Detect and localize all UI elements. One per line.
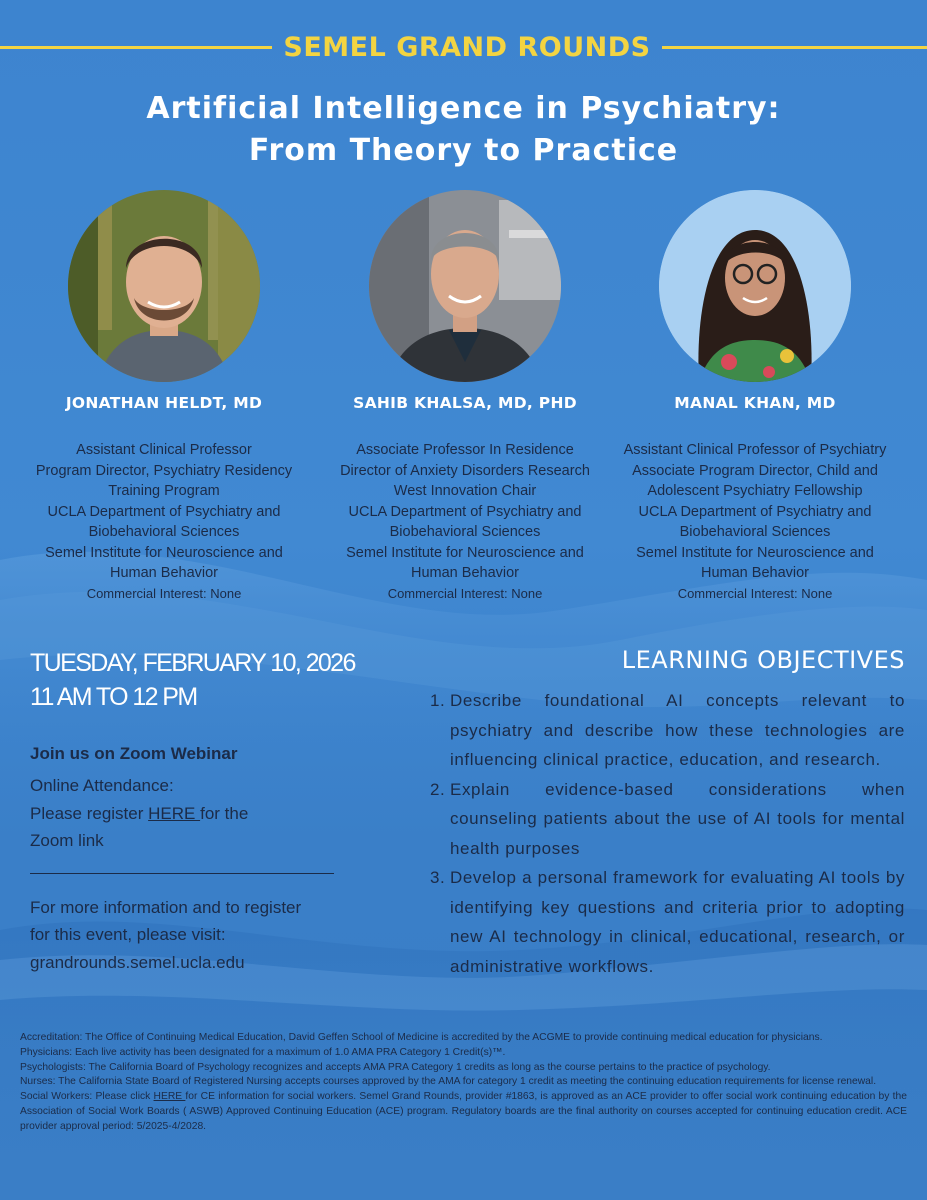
objectives-list (430, 686, 905, 981)
online-attendance (30, 772, 370, 855)
register-suffix: for the (200, 803, 249, 823)
commercial-interest: Commercial Interest: None (677, 585, 833, 601)
speaker-role: UCLA Department of Psychiatry and (47, 503, 281, 520)
speaker-name: JONATHAN HELDT, MD (65, 394, 263, 412)
objective-number: 1. (430, 691, 446, 710)
more-info (30, 894, 370, 977)
speaker-roles (14, 440, 314, 604)
speaker-role: Biobehavioral Sciences (679, 524, 831, 540)
speaker-photo (659, 190, 851, 382)
speaker-role: Training Program (108, 483, 220, 499)
footer-accreditation: Accreditation: The Office of Continuing Medical Education, David Geffen School of Medicine is accredited by the ACGME to provide continuing medical education for physicians. (20, 1032, 823, 1043)
speaker-role: Human Behavior (411, 565, 519, 581)
footer-psychologists: Psychologists: The California Board of Psychology recognizes and accepts AMA PRA Category 1 credits as long as the course pertains to the practice of psychology. (20, 1061, 771, 1073)
commercial-interest: Commercial Interest: None (387, 585, 543, 601)
event-date: TUESDAY, FEBRUARY 10, 2026 (30, 649, 355, 677)
objective-number: 2. (430, 779, 446, 799)
speaker-role: Program Director, Psychiatry Residency (35, 462, 293, 479)
divider (30, 873, 334, 874)
register-line (30, 800, 370, 828)
learning-objectives (430, 646, 905, 981)
speaker-role: Biobehavioral Sciences (389, 524, 541, 540)
objective-item (430, 863, 905, 981)
social-prefix: Social Workers: Please click (20, 1091, 154, 1103)
social-suffix: for CE information for social workers. Semel Grand Rounds, provider #1863, is approved as an ACE provider to offer social work continuing education by the Association of Social Work Boards ( ASWB) Approved Continuing Education (ACE) program. Regulatory boards are the final authority on courses accepted for continuing education credit. ACE provider approval period: 5/2025-4/2028. (20, 1091, 907, 1132)
website-url: grandrounds.semel.ucla.edu (30, 952, 245, 972)
speaker-role: Adolescent Psychiatry Fellowship (647, 483, 863, 499)
commercial-interest: Commercial Interest: None (86, 585, 242, 601)
social-workers-link[interactable]: HERE (153, 1091, 186, 1103)
speaker-role: Biobehavioral Sciences (88, 524, 240, 540)
speaker-role: Assistant Clinical Professor (76, 442, 252, 458)
speaker-role: West Innovation Chair (393, 483, 537, 499)
speaker-photo (68, 190, 260, 382)
speaker-role: Semel Institute for Neuroscience and (636, 544, 874, 561)
speaker-name: SAHIB KHALSA, MD, PHD (353, 394, 577, 412)
objective-text: Explain evidence-based considerations when counseling patients about the use of AI tools for mental health purposes (450, 779, 905, 858)
speaker-role: UCLA Department of Psychiatry and (638, 503, 872, 520)
more-info-line: for this event, please visit: (30, 925, 226, 944)
speaker-role: Associate Professor In Residence (356, 442, 574, 458)
header-rule-left (0, 46, 272, 49)
zoom-link-text: Zoom link (30, 831, 104, 850)
speaker-role: Director of Anxiety Disorders Research (340, 462, 590, 479)
event-time: 11 AM TO 12 PM (30, 683, 197, 711)
objective-item (430, 686, 905, 775)
footer-nurses: Nurses: The California State Board of Registered Nursing accepts courses approved by the AMA for category 1 credit as meeting the continuing education requirements for license renewal. (20, 1076, 877, 1088)
header-rule-right (662, 46, 927, 49)
online-attendance-label: Online Attendance: (30, 776, 174, 795)
title-line-2: From Theory to Practice (248, 133, 679, 168)
speaker-role: Associate Program Director, Child and (632, 462, 878, 479)
speaker-role: Human Behavior (701, 565, 809, 581)
speaker-card (315, 190, 615, 604)
more-info-line: For more information and to register (30, 897, 302, 917)
register-prefix: Please register (30, 803, 149, 823)
speaker-role: Semel Institute for Neuroscience and (45, 544, 283, 561)
speaker-card (14, 190, 314, 604)
speaker-roles (315, 440, 615, 604)
register-link[interactable]: HERE (148, 803, 201, 823)
speaker-role: Semel Institute for Neuroscience and (346, 544, 584, 561)
event-details (30, 646, 370, 976)
speaker-photo (369, 190, 561, 382)
speaker-role: Assistant Clinical Professor of Psychiatry (623, 442, 887, 458)
speaker-roles (605, 440, 905, 604)
title-line-1: Artificial Intelligence in Psychiatry: (146, 91, 781, 126)
objectives-heading: LEARNING OBJECTIVES (621, 646, 905, 674)
series-title: SEMEL GRAND ROUNDS (283, 32, 651, 63)
speaker-card (605, 190, 905, 604)
event-title (0, 88, 927, 172)
accreditation-footer (20, 1031, 907, 1135)
footer-physicians: Physicians: Each live activity has been designated for a maximum of 1.0 AMA PRA Category 1 Credit(s)™. (20, 1046, 506, 1058)
speaker-role: UCLA Department of Psychiatry and (348, 503, 582, 520)
objective-item (430, 775, 905, 864)
header (0, 30, 927, 66)
join-heading: Join us on Zoom Webinar (30, 744, 238, 763)
speaker-role: Human Behavior (110, 565, 218, 581)
objective-number: 3. (430, 868, 446, 887)
objective-text: Describe foundational AI concepts relevant to psychiatry and describe how these technologies are influencing clinical practice, education, and research. (450, 691, 905, 769)
objective-text: Develop a personal framework for evaluating AI tools by identifying key questions and criteria prior to adopting new AI technology in clinical, educational, research, or administrative workflows. (450, 868, 905, 976)
speaker-name: MANAL KHAN, MD (674, 394, 836, 412)
footer-social-workers (20, 1090, 907, 1134)
